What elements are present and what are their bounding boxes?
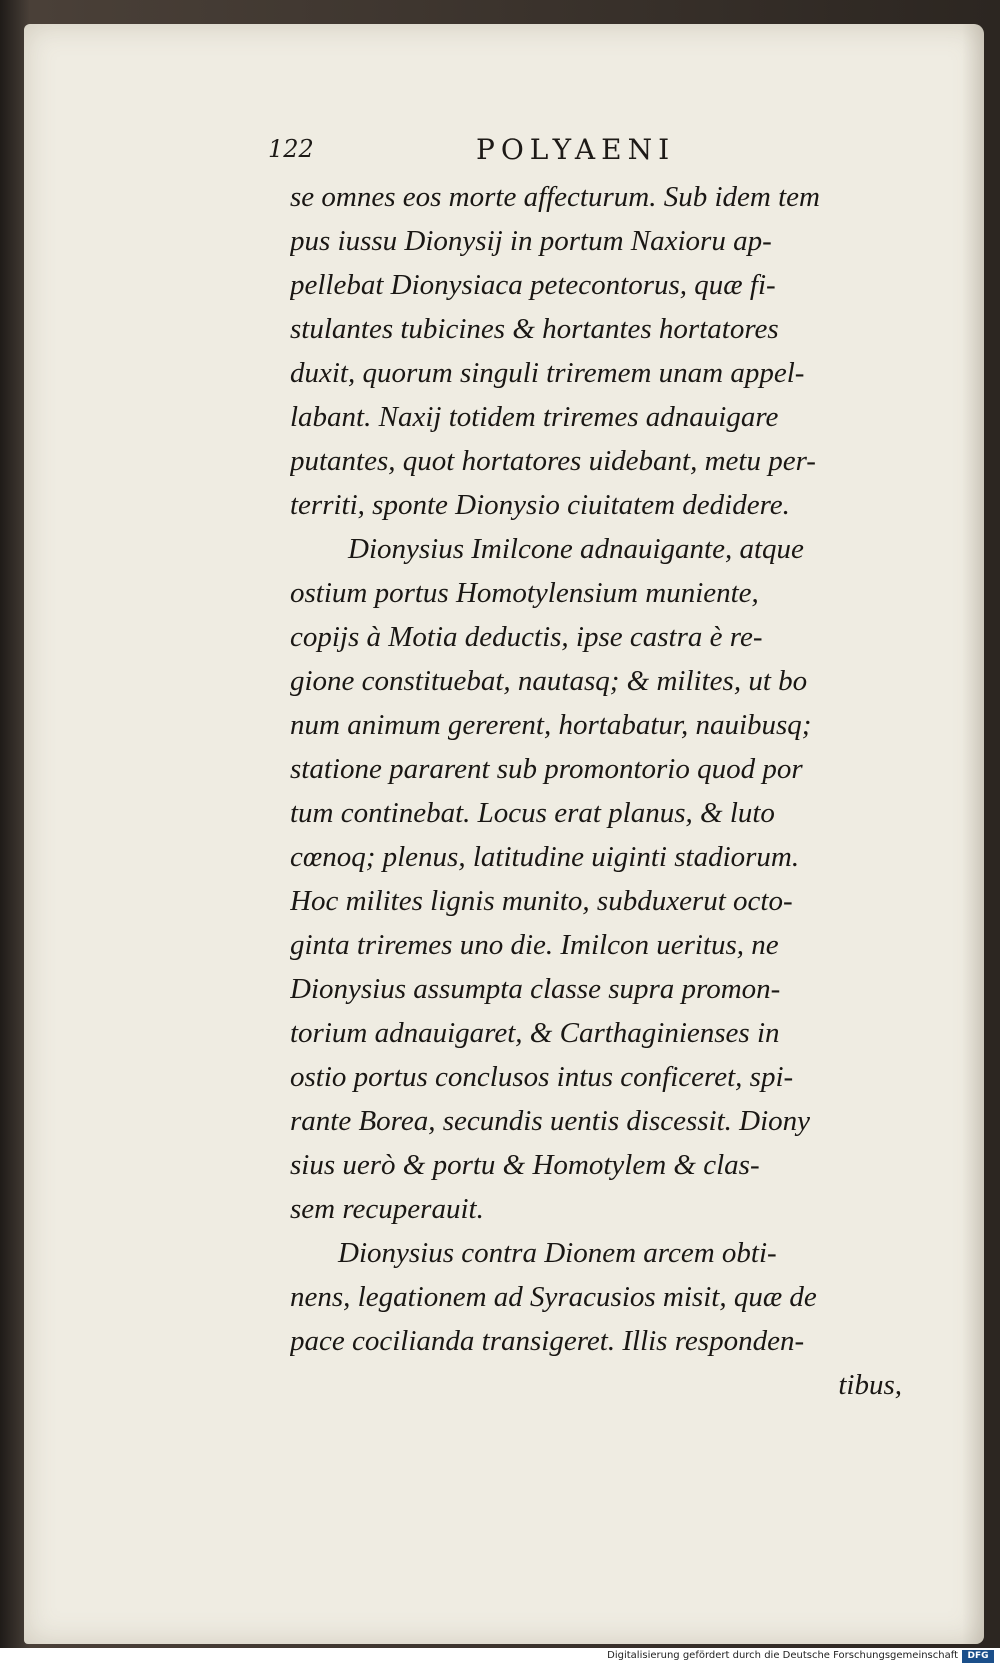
page-edge (962, 24, 984, 1644)
catchword: tibus, (838, 1369, 902, 1401)
text-line: tum continebat. Locus erat planus, & luto (290, 797, 775, 829)
text-line: sius uerò & portu & Homotylem & clas- (290, 1149, 760, 1181)
text-line: cœnoq; plenus, latitudine uiginti stadiorum. (290, 841, 800, 873)
text-line: statione pararent sub promontorio quod por (290, 753, 803, 785)
text-line: pus iussu Dionysij in portum Naxioru ap- (290, 225, 772, 257)
text-line: torium adnauigaret, & Carthaginienses in (290, 1017, 780, 1049)
text-line: ostio portus conclusos intus conficeret, spi- (290, 1061, 794, 1093)
paragraph-start-line: Dionysius Imilcone adnauigante, atque (348, 533, 804, 565)
text-line: ostium portus Homotylensium muniente, (290, 577, 759, 609)
text-line: num animum gererent, hortabatur, nauibusq; (290, 709, 812, 741)
dfg-logo: DFG (962, 1650, 994, 1663)
page-header (268, 133, 908, 173)
text-line: gione constituebat, nautasq; & milites, ut bo (290, 665, 808, 697)
text-line: Dionysius assumpta classe supra promon- (290, 973, 781, 1005)
text-line: duxit, quorum singuli triremem unam appel- (290, 357, 805, 389)
text-line: pellebat Dionysiaca petecontorus, quæ fi- (290, 269, 776, 301)
text-line: nens, legationem ad Syracusios misit, quæ de (290, 1281, 817, 1313)
text-line: territi, sponte Dionysio ciuitatem dedidere. (290, 489, 790, 521)
text-line: sem recuperauit. (290, 1193, 484, 1225)
text-line: copijs à Motia deductis, ipse castra è re- (290, 621, 763, 653)
text-line: labant. Naxij totidem triremes adnauigare (290, 401, 779, 433)
paragraph-start-line: Dionysius contra Dionem arcem obti- (338, 1237, 777, 1269)
text-line: stulantes tubicines & hortantes hortatores (290, 313, 779, 345)
text-line: ginta triremes uno die. Imilcon ueritus, ne (290, 929, 779, 961)
page-number: 122 (268, 135, 314, 163)
text-line: rante Borea, secundis uentis discessit. Diony (290, 1105, 811, 1137)
body-text (290, 175, 910, 1407)
text-line: se omnes eos morte affecturum. Sub idem tem (290, 181, 820, 213)
text-line: Hoc milites lignis munito, subduxerut octo- (290, 885, 793, 917)
footer-credit[interactable]: Digitalisierung gefördert durch die Deutsche Forschungsgemeinschaft (607, 1650, 958, 1661)
text-line: putantes, quot hortatores uidebant, metu per- (290, 445, 816, 477)
text-line: pace cocilianda transigeret. Illis responden- (290, 1325, 805, 1357)
running-head: POLYAENI (476, 133, 676, 166)
